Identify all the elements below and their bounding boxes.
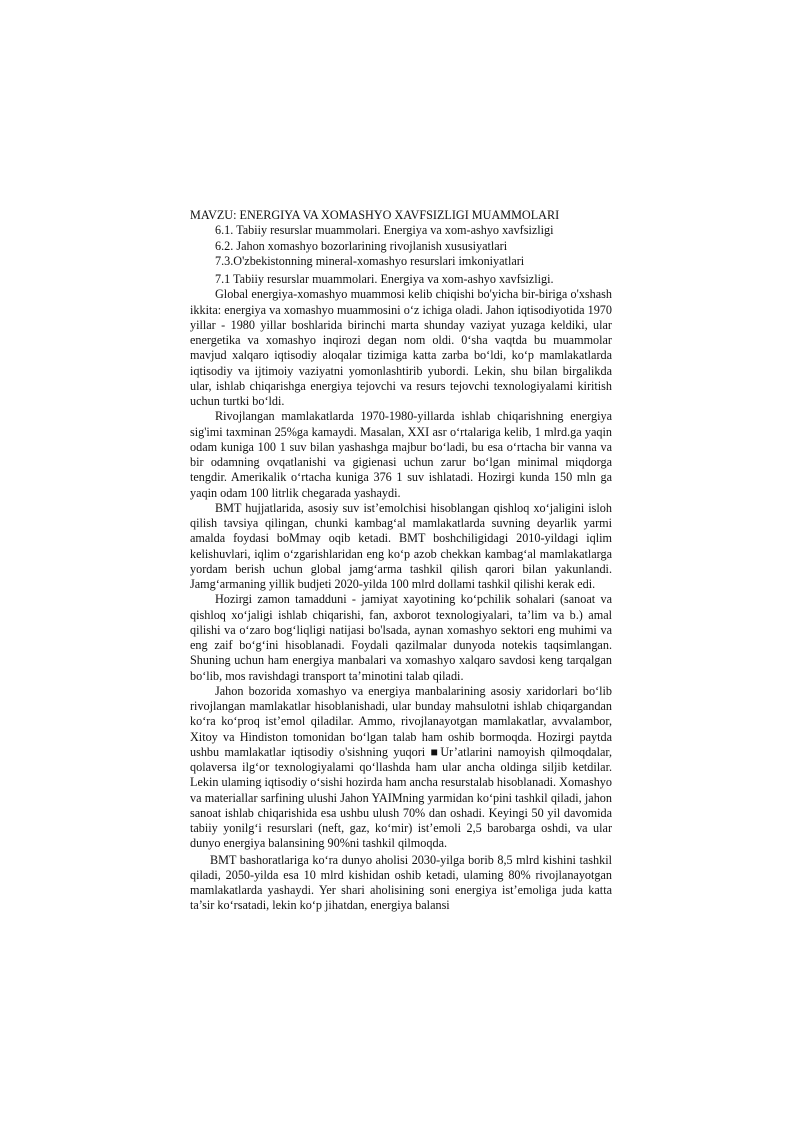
toc-item: 6.1. Tabiiy resurslar muammolari. Energiya va xom-ashyo xavfsizligi [215, 223, 554, 238]
toc-item: 6.2. Jahon xomashyo bozorlarining rivojlanish xususiyatlari [215, 238, 508, 253]
body-paragraph: Global energiya-xomashyo muammosi kelib chiqishi bo'yicha bir-biriga o'xshash ikkita: energiya va xomashyo muammosini o‘z ichiga oladi. Jahon iqtisodiyotida 1970 yillar - 1980 yillar boshlarida birinchi marta shunday vaziyat yuzaga keldiki, ular energetika va xomashyo inqirozi degan nom oldi. 0‘sha vaqtda bu muammolar mavjud xalqaro iqtisodiy aloqalar tizimiga katta zarba bo‘ldi, ko‘p mamlakatlarda iqtisodiy va ijtimoiy vaziyatni yomonlashtirib yubordi. Lekin, shu bilan birgalikda ular, ishlab chiqarishga energiya tejovchi va resurs tejovchi texnologiyalami kiritish uchun turtki bo‘ldi. [190, 287, 612, 408]
section-heading: 7.1 Tabiiy resurslar muammolari. Energiya va xom-ashyo xavfsizligi. [215, 272, 554, 286]
body-paragraph: Jahon bozorida xomashyo va energiya manbalarining asosiy xaridorlari bo‘lib rivojlangan mamlakatlar hisoblanishadi, ular bunday mahsulotni ishlab chiqargandan ko‘ra ko‘proq ist’emol qiladilar. Ammo, rivojlanayotgan mamlakatlar, avvalambor, Xitoy va Hindiston tomonidan bo‘lgan talab ham oshib bormoqda. Hozirgi paytda ushbu mamlakatlar iqtisodiy o'sishning yuqori ■Ur’atlarini namoyish qilmoqdalar, qolaversa ilg‘or texnologiyalami qo‘llashda ham ular ancha oldinga siljib ketdilar. Lekin ulaming iqtisodiy o‘sishi hozirda ham ancha resurstalab hisoblanadi. Xomashyo va materiallar sarfining ulushi Jahon YAIMning yarmidan ko‘pini tashkil qiladi, jahon sanoat ishlab chiqarishida esa ushbu ulush 70% dan oshadi. Keyingi 50 yil davomida tabiiy yonilg‘i resurslari (neft, gaz, ko‘mir) ist’emoli 2,5 barobarga oshdi, va ular dunyo energiya balansining 90%ni tashkil qilmoqda. [190, 683, 612, 851]
table-of-contents [190, 223, 612, 269]
body-paragraph: Rivojlangan mamlakatlarda 1970-1980-yillarda ishlab chiqarishning energiya sig'imi taxminan 25%ga kamaydi. Masalan, XXI asr o‘rtalariga kelib, 1 mlrd.ga yaqin odam kuniga 100 1 suv bilan yashashga majbur bo‘ladi, bu esa o‘rtacha bir vanna va bir odamning ovqatlanishi va gigienasi uchun zarur bo‘lgan minimal miqdorga tengdir. Amerikalik o‘rtacha kuniga 376 1 suv ishlatadi. Hozirgi kunda 150 mln ga yaqin odam 100 litrlik chegarada yashaydi. [190, 409, 612, 500]
document-page [190, 208, 612, 914]
body-paragraph: Hozirgi zamon tamadduni - jamiyat xayotining ko‘pchilik sohalari (sanoat va qishloq xo‘jaligi ishlab chiqarishi, fan, axborot texnologiyalari, ta’lim va b.) amal qilishi va o‘zaro bog‘liqligi natijasi bo'lsada, aynan xomashyo sektori eng muhimi va eng zaif bo‘g‘ini hisoblanadi. Foydali qazilmalar dunyoda notekis taqsimlangan. Shuning uchun ham energiya manbalari va xomashyo xalqaro savdosi keng tarqalgan bo‘lib, mos ravishdagi transport ta’minotini talab qiladi. [190, 592, 612, 683]
body-paragraph: BMT bashoratlariga ko‘ra dunyo aholisi 2030-yilga borib 8,5 mlrd kishini tashkil qiladi, 2050-yilda esa 10 mlrd kishidan oshib ketadi, ulaming 80% rivojlanayotgan mamlakatlarda yashaydi. Yer shari aholisining soni energiya ist’emoliga juda katta ta’sir ko‘rsatadi, lekin ko‘p jihatdan, energiya balansi [190, 852, 612, 913]
toc-item: 7.3.O'zbekistonning mineral-xomashyo resurslari imkoniyatlari [215, 253, 525, 268]
body-paragraph: BMT hujjatlarida, asosiy suv ist’emolchisi hisoblangan qishloq xo‘jaligini isloh qilish tavsiya qilingan, chunki kambag‘al mamlakatlarda suvning deyarlik yarmi amalda foydasi boMmay oqib ketadi. BMT boshchiligidagi 2010-yildagi iqlim kelishuvlari, iqlim o‘zgarishlaridan eng ko‘p azob chekkan kambag‘al mamlakatlarga yordam berish uchun global jamg‘arma tashkil qilish qarori bilan yakunlandi. Jamg‘armaning yillik budjeti 2020-yilda 100 mlrd dollami tashkil qilishi kerak edi. [190, 500, 612, 591]
document-title: MAVZU: ENERGIYA VA XOMASHYO XAVFSIZLIGI MUAMMOLARI [190, 208, 560, 222]
